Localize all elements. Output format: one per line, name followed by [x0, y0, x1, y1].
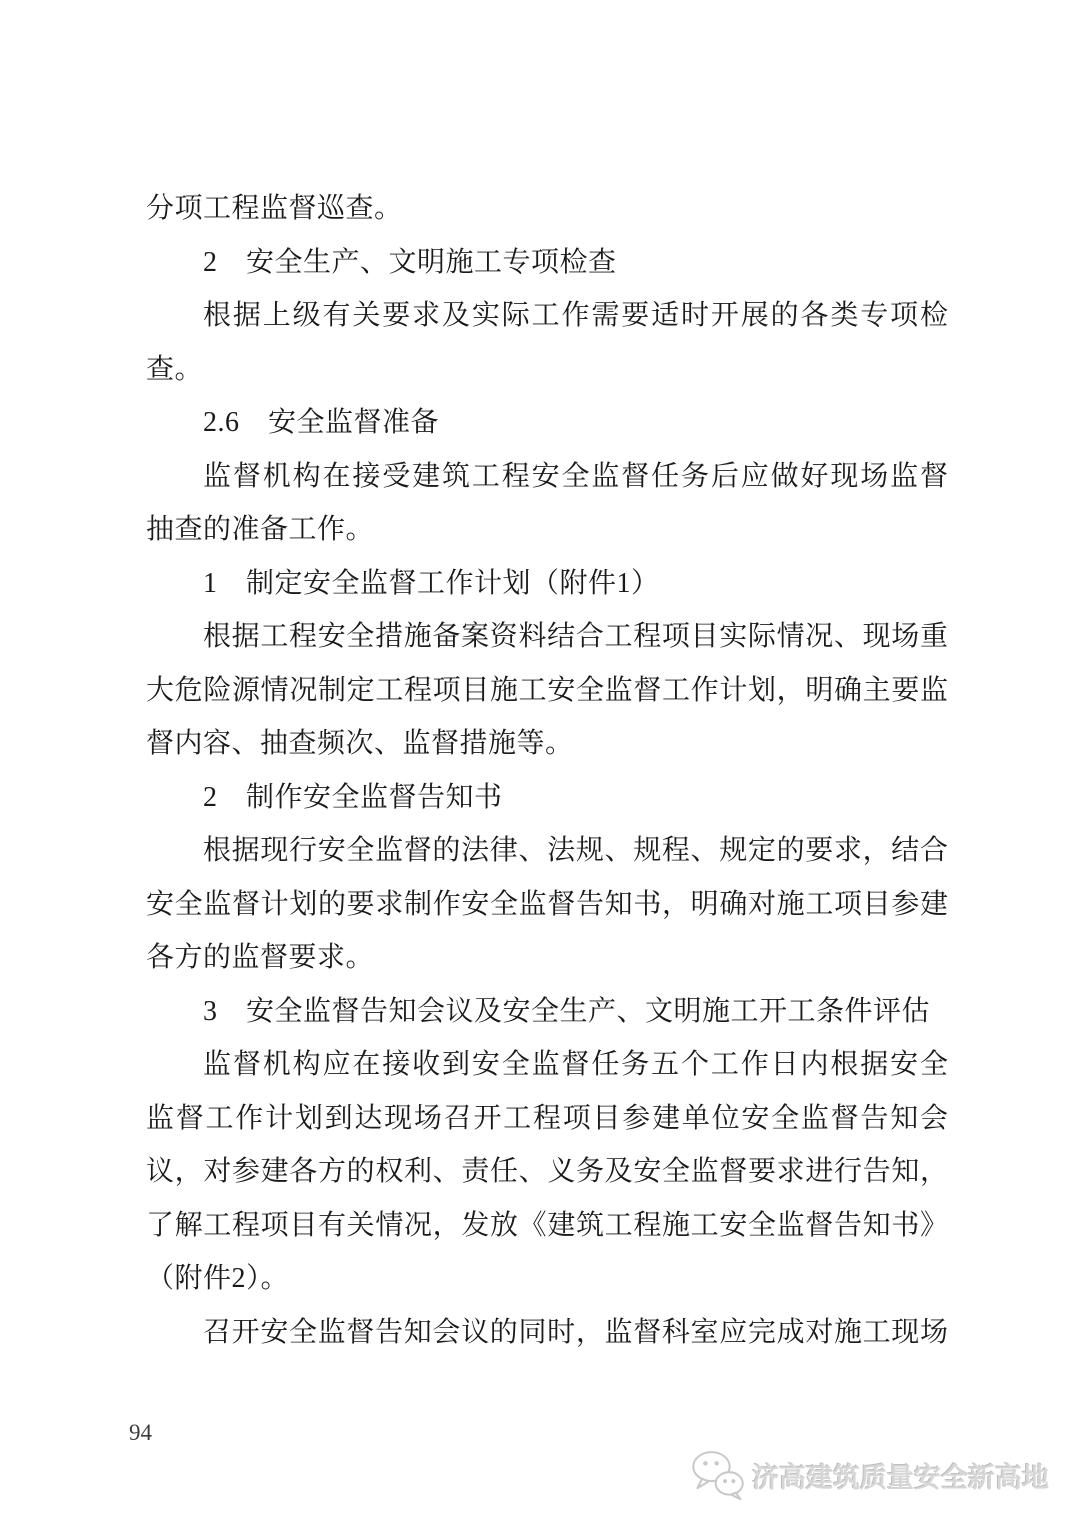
wechat-icon [690, 1448, 746, 1502]
text-line: 根据工程安全措施备案资料结合工程项目实际情况、现场重 [203, 621, 948, 652]
watermark-label: 济高建筑质量安全新高地 [752, 1462, 1049, 1493]
text-line: 督内容、抽查频次、监督措施等。 [146, 728, 574, 759]
text-line: 2 制作安全监督告知书 [203, 781, 503, 813]
text-line: 根据现行安全监督的法律、法规、规程、规定的要求，结合 [203, 835, 948, 866]
text-line: 召开安全监督告知会议的同时，监督科室应完成对施工现场 [203, 1316, 948, 1348]
text-line: 议，对参建各方的权利、责任、义务及安全监督要求进行告知， [146, 1156, 948, 1187]
text-line: 大危险源情况制定工程项目施工安全监督工作计划，明确主要监 [146, 674, 948, 706]
text-line: 各方的监督要求。 [146, 942, 375, 973]
text-line: 监督机构应在接收到安全监督任务五个工作日内根据安全 [203, 1049, 948, 1080]
text-line: 2 安全生产、文明施工专项检查 [203, 246, 617, 278]
text-line: 分项工程监督巡查。 [146, 193, 403, 224]
body-text [146, 182, 948, 1359]
text-line: 抽查的准备工作。 [146, 514, 375, 545]
text-line: 2.6 安全监督准备 [203, 407, 440, 438]
text-line: 监督机构在接受建筑工程安全监督任务后应做好现场监督 [203, 460, 948, 492]
text-line: （附件2）。 [146, 1263, 290, 1294]
text-line: 3 安全监督告知会议及安全生产、文明施工开工条件评估 [203, 995, 931, 1027]
text-line: 查。 [146, 353, 204, 385]
text-line: 根据上级有关要求及实际工作需要适时开展的各类专项检 [203, 300, 948, 331]
text-line: 安全监督计划的要求制作安全监督告知书，明确对施工项目参建 [146, 888, 948, 920]
text-line: 1 制定安全监督工作计划（附件1） [203, 567, 660, 599]
text-line: 了解工程项目有关情况，发放《建筑工程施工安全监督告知书》 [146, 1209, 948, 1241]
page-number: 94 [129, 1420, 152, 1445]
watermark [690, 1448, 1049, 1502]
text-line: 监督工作计划到达现场召开工程项目参建单位安全监督告知会 [146, 1102, 948, 1134]
